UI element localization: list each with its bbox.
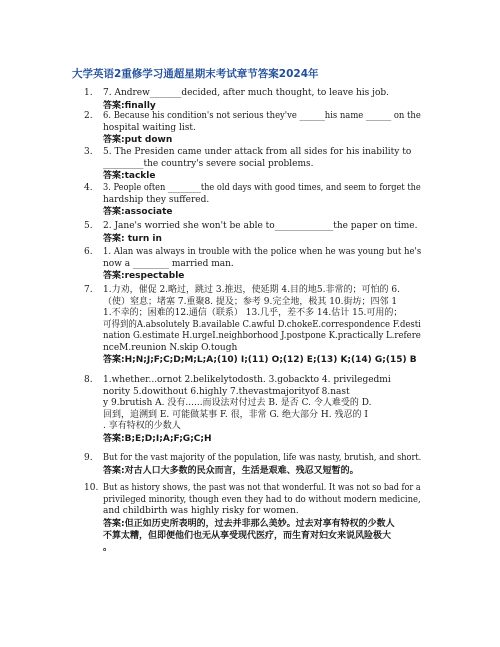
question-text-line: now a ________ married man.	[103, 258, 234, 269]
question-text-line: 1. Alan was always in trouble with the police when he was young but he's	[103, 247, 422, 257]
question-number: 3.	[84, 147, 93, 157]
question-text-line: 2. Jane's worried she won't be able to_____________the paper on time.	[103, 221, 418, 231]
question-number: 4.	[84, 183, 93, 193]
question-number: 6.	[84, 247, 93, 257]
question-text-line: y 9.brutish A. 没有......而设法对付过去 B. 是否 C. 令人难受的 D.	[103, 398, 372, 408]
answer-line: 。	[103, 542, 113, 553]
answer-line: 答案: turn in	[103, 233, 162, 244]
question-text-line: hardship they suffered.	[103, 194, 210, 205]
question-text-line: 6. Because his condition's not serious they've ______his name ______ on the	[103, 111, 421, 121]
question-body	[103, 221, 418, 245]
question-body	[103, 285, 421, 366]
question-text-line: privileged minority, though even they had to do without modern medicine,	[103, 494, 421, 505]
question-body	[103, 111, 421, 146]
answer-line: 答案:associate	[103, 207, 173, 217]
answer-line: 答案:对古人口大多数的民众而言，生活是艰难、残忍又短暂的。	[103, 465, 359, 476]
question-text-line: 3. People often ________the old days with good times, and seem to forget the	[103, 183, 421, 193]
question-text-line: . 享有特权的少数人	[103, 421, 181, 431]
question-text-line: 5. The Presiden came under attack from all sides for his inability to	[103, 147, 412, 157]
answer-line: 答案:finally	[103, 100, 156, 111]
answer-line: 答案:tackle	[103, 171, 156, 181]
answer-line: 答案:但正如历史所表明的，过去并非那么美妙。过去对享有特权的少数人	[103, 518, 395, 529]
question-text-line: nceM.reunion N.skip O.tough	[103, 342, 238, 353]
question-text-line: But for the vast majority of the population, life was nasty, brutish, and short.	[103, 453, 422, 463]
question-text-line: 1.whether...ornot 2.belikelytodosth. 3.gobackto 4. privilegedmi	[103, 375, 391, 385]
question-text-line: 7. Andrew_______decided, after much thought, to leave his job.	[103, 88, 389, 98]
question-body	[103, 483, 421, 554]
question-text-line: 1.不幸的；困难的12.通信（联系） 13.几乎，差不多 14.估计 15.可用的；	[103, 308, 403, 318]
question-text-line: nation G.estimate H.urgeI.neighborhood J.postpone K.practically L.refere	[103, 331, 421, 341]
question-body	[103, 183, 421, 218]
question-text-line: 1.力劝，催促 2.略过，跳过 3.推迟，使延期 4.目的地5.非常的；可怕的 6.	[103, 285, 400, 295]
question-text-line: 可得到的A.absolutely B.available C.awful D.chokeE.correspondence F.desti	[103, 319, 421, 330]
question-text-line: _________the country's severe social problems.	[103, 158, 314, 169]
question-number: 10.	[84, 483, 99, 493]
question-text-line: nority 5.dowithout 6.highly 7.thevastmajorityof 8.nast	[103, 386, 350, 397]
question-number: 5.	[84, 221, 93, 231]
question-text-line: and childbirth was highly risky for women.	[103, 506, 299, 516]
question-text-line: 回到，追溯到 E. 可能做某事 F. 很，非常 G. 绝大部分 H. 残忍的 I	[103, 409, 368, 420]
question-body	[103, 247, 422, 282]
question-number: 7.	[84, 285, 93, 295]
question-number: 8.	[84, 375, 93, 385]
page-title: 大学英语2重修学习通超星期末考试章节答案2024年	[72, 68, 319, 80]
question-number: 2.	[84, 111, 93, 121]
answer-line: 不算太糟，但即便他们也无从享受现代医疗，而生育对妇女来说风险极大	[103, 530, 392, 541]
question-number: 1.	[84, 88, 93, 98]
answer-line: 答案:put down	[103, 135, 173, 145]
answer-line: 答案:B;E;D;I;A;F;G;C;H	[103, 433, 212, 444]
question-text-line: hospital waiting list.	[103, 122, 196, 133]
answer-line: 答案:respectable	[103, 271, 185, 281]
question-text-line: But as history shows, the past was not that wonderful. It was not so bad for a	[103, 483, 421, 493]
question-body	[103, 453, 422, 477]
question-number: 9.	[84, 453, 93, 463]
answer-line: 答案:H;N;J;F;C;D;M;L;A;(10) I;(11) O;(12) E;(13) K;(14) G;(15) B	[103, 355, 417, 365]
question-body	[103, 375, 418, 445]
question-body	[103, 88, 418, 112]
question-body	[103, 147, 418, 182]
question-text-line: （使）窒息；堵塞 7.重聚8. 提及；参考 9.完全地，极其 10.街坊；四邻 1	[103, 296, 398, 307]
